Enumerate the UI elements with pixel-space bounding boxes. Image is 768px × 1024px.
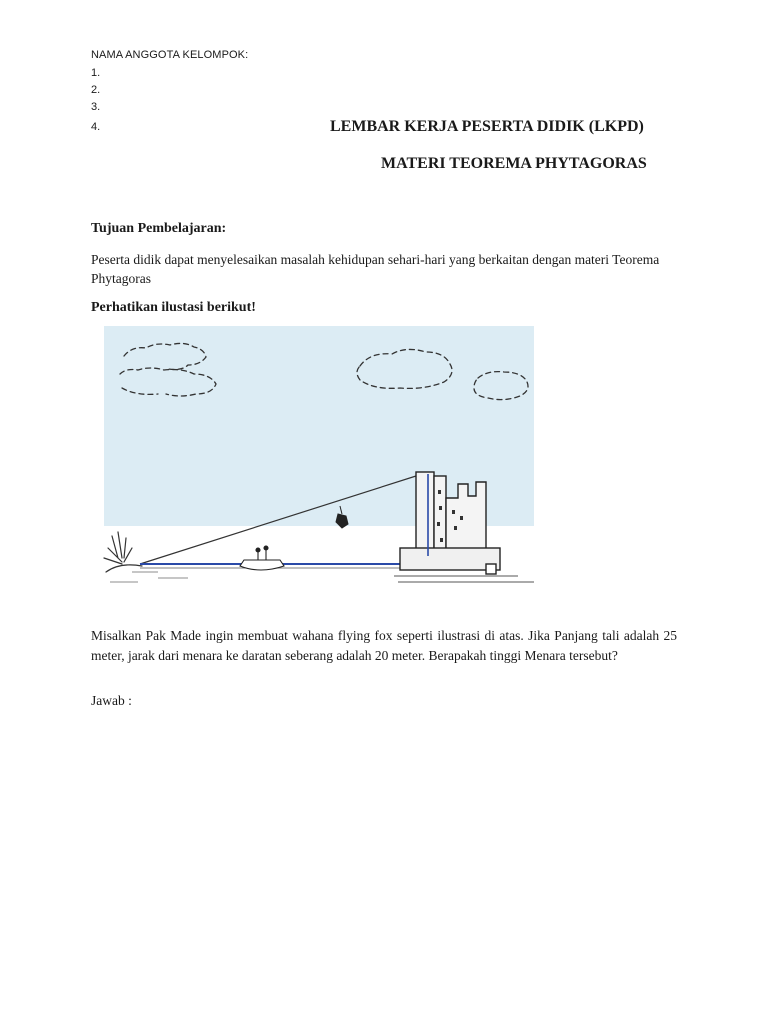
objectives-heading: Tujuan Pembelajaran: (91, 221, 227, 236)
illustration-heading: Perhatikan ilustasi berikut! (91, 300, 256, 315)
member-number-2: 2. (91, 84, 101, 96)
objectives-text: Peserta didik dapat menyelesaikan masalah kehidupan sehari-hari yang berkaitan dengan materi Teorema Phytagoras (91, 252, 660, 286)
answer-label: Jawab : (91, 693, 132, 708)
members-label: NAMA ANGGOTA KELOMPOK: (91, 49, 249, 61)
sea-water (128, 568, 538, 608)
worksheet-title: LEMBAR KERJA PESERTA DIDIK (LKPD) (330, 118, 644, 135)
member-number-4: 4. (91, 121, 101, 133)
flying-fox-illustration (98, 326, 538, 608)
member-number-1: 1. (91, 67, 101, 79)
problem-text: Misalkan Pak Made ingin membuat wahana flying fox seperti ilustrasi di atas. Jika Panjang tali adalah 25 meter, jarak dari menara ke daratan seberang adalah 20 meter. Berapakah tinggi Menara tersebut? (91, 628, 677, 663)
member-number-3: 3. (91, 101, 101, 113)
worksheet-subtitle: MATERI TEOREMA PHYTAGORAS (381, 155, 647, 172)
